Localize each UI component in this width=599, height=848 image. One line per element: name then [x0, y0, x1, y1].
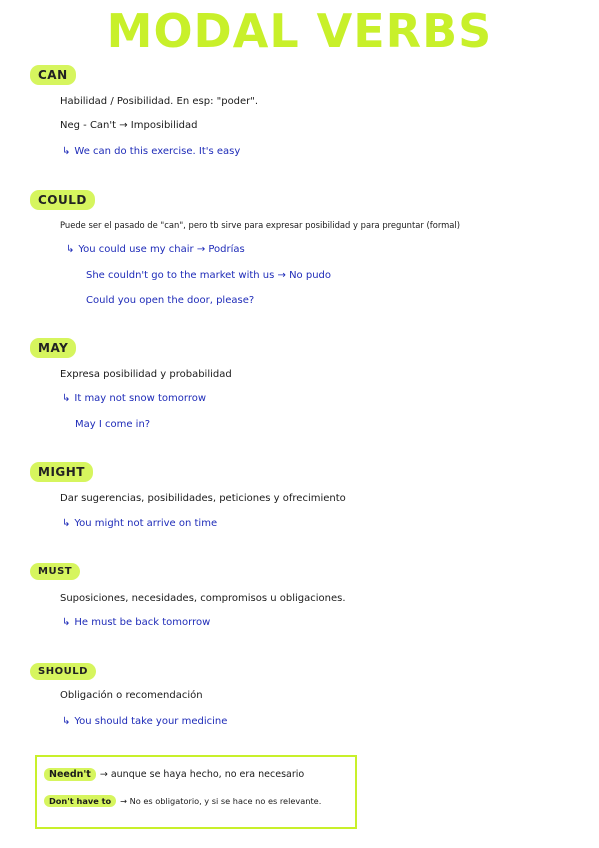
return-arrow-icon: ↳ — [62, 716, 71, 727]
example-text: You might not arrive on time — [74, 518, 218, 529]
section-line: Habilidad / Posibilidad. En esp: "poder". — [60, 96, 259, 107]
return-arrow-icon: ↳ — [62, 146, 71, 157]
example-line — [62, 716, 227, 727]
example-line — [62, 518, 217, 529]
section-line: Obligación o recomendación — [60, 690, 203, 701]
page-title: MODAL VERBS — [106, 4, 493, 58]
example-text: It may not snow tomorrow — [74, 393, 207, 404]
example-line — [62, 146, 240, 157]
example-text: He must be back tomorrow — [74, 617, 211, 628]
box-row — [44, 769, 304, 780]
example-text: You should take your medicine — [74, 716, 228, 727]
box-tag: Needn't — [44, 768, 96, 781]
section-line: Puede ser el pasado de "can", pero tb sirve para expresar posibilidad y para preguntar (formal) — [60, 220, 461, 230]
section-line: Dar sugerencias, posibilidades, peticiones y ofrecimiento — [60, 493, 346, 504]
box-text: → No es obligatorio, y si se hace no es relevante. — [120, 796, 322, 806]
section-heading-must: MUST — [30, 563, 80, 580]
section-heading-might: MIGHT — [30, 462, 93, 482]
box-row — [44, 796, 321, 806]
section-heading-may: MAY — [30, 338, 76, 358]
return-arrow-icon: ↳ — [62, 393, 71, 404]
example-line: Could you open the door, please? — [86, 295, 255, 306]
box-text: → aunque se haya hecho, no era necesario — [99, 769, 305, 780]
example-text: We can do this exercise. It's easy — [74, 146, 241, 157]
section-heading-can: CAN — [30, 65, 76, 85]
section-heading-could: COULD — [30, 190, 95, 210]
section-line: Neg - Can't → Imposibilidad — [60, 120, 198, 131]
section-line: Suposiciones, necesidades, compromisos u obligaciones. — [60, 593, 346, 604]
example-line: She couldn't go to the market with us → No pudo — [86, 270, 332, 281]
example-line — [66, 244, 245, 255]
box-tag: Don't have to — [44, 795, 116, 807]
return-arrow-icon: ↳ — [66, 244, 75, 255]
example-text: You could use my chair → Podrías — [78, 244, 245, 255]
summary-box — [35, 755, 357, 829]
example-line: May I come in? — [75, 419, 151, 430]
return-arrow-icon: ↳ — [62, 617, 71, 628]
return-arrow-icon: ↳ — [62, 518, 71, 529]
example-line — [62, 393, 206, 404]
section-line: Expresa posibilidad y probabilidad — [60, 369, 232, 380]
section-heading-should: SHOULD — [30, 663, 96, 680]
example-line — [62, 617, 210, 628]
